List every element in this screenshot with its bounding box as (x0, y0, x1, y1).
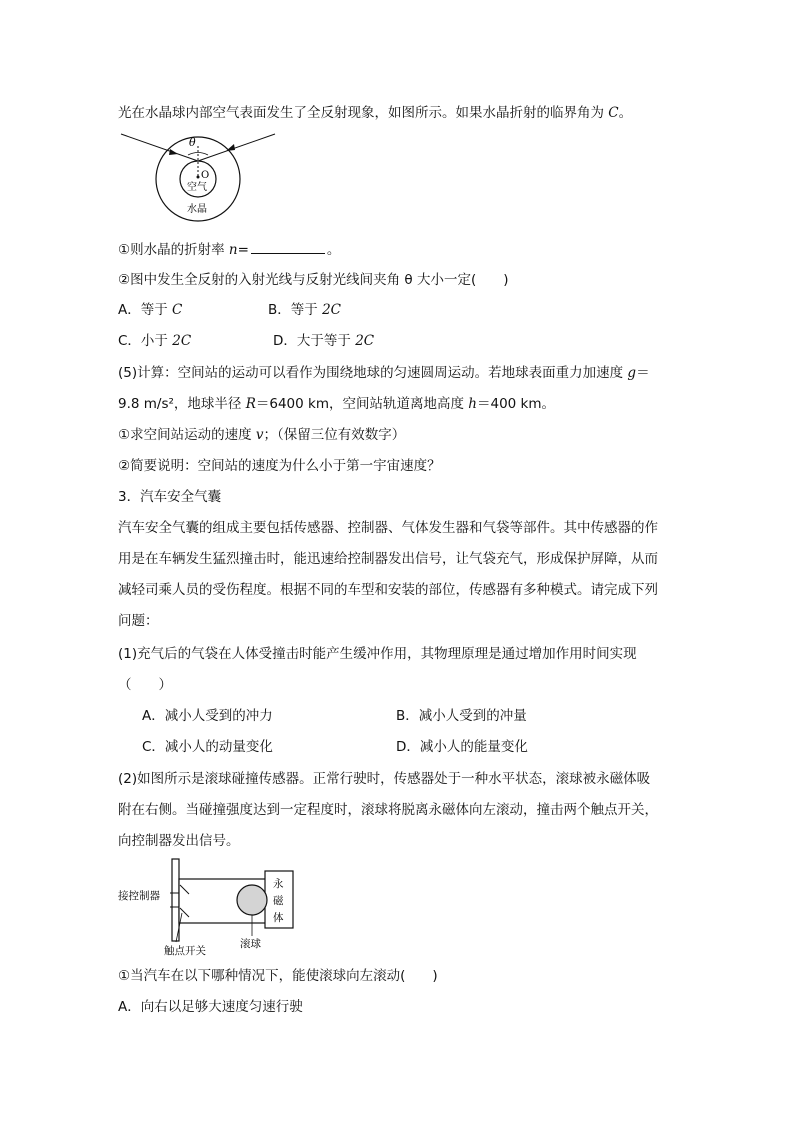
p5-R: R (245, 396, 256, 412)
s3q1-option-c[interactable]: C．减小人的动量变化 (142, 739, 273, 755)
intro-line (118, 104, 632, 122)
magnet-label-2: 磁 (273, 895, 284, 907)
crystal-label: 水晶 (187, 204, 207, 215)
center-label: O (201, 170, 210, 181)
s3-para-line1: 汽车安全气囊的组成主要包括传感器、控制器、气体发生器和气袋等部件。其中传感器的作 (118, 520, 658, 536)
arrow-head-in (169, 149, 178, 155)
q51-line (118, 426, 405, 444)
q1-var: n (228, 242, 238, 258)
air-label: 空气 (187, 182, 207, 193)
p5-line2 (118, 395, 555, 413)
magnet-label-3: 体 (273, 912, 284, 924)
answer-blank[interactable] (251, 241, 325, 254)
q51-text-b: ；（保留三位有效数字） (263, 427, 406, 443)
s3-para-line3: 减轻司乘人员的受伤程度。根据不同的车型和安装的部位，传感器有多种模式。请完成下列 (118, 582, 658, 598)
crystal-ball-figure (118, 124, 278, 234)
option-a-label: A．等于 (118, 302, 168, 318)
section3-title: 3．汽车安全气囊 (118, 489, 222, 505)
p5-text2c: ＝400 km。 (477, 396, 556, 412)
option-d[interactable] (273, 332, 374, 350)
controller-label: 接控制器 (118, 890, 160, 902)
s3q1-option-d[interactable]: D．减小人的能量变化 (396, 739, 528, 755)
option-b-value: 2C (322, 302, 341, 318)
intro-var: C (608, 105, 619, 121)
option-b-label: B．等于 (268, 302, 318, 318)
q1-line (118, 241, 340, 259)
p5-h: h (468, 396, 477, 412)
option-d-label: D．大于等于 (273, 333, 351, 349)
s3q2-line1: (2)如图所示是滚球碰撞传感器。正常行驶时，传感器处于一种水平状态，滚球被永磁体吸 (118, 771, 651, 787)
option-d-value: 2C (355, 333, 375, 349)
magnet-label-1: 永 (273, 878, 284, 890)
intro-text: 光在水晶球内部空气表面发生了全反射现象，如图所示。如果水晶折射的临界角为 (118, 105, 604, 121)
theta-label: θ (189, 136, 196, 149)
q1-prefix: ①则水晶的折射率 (118, 242, 225, 258)
left-plate (172, 859, 179, 941)
arrow-head-out (226, 144, 235, 151)
option-a[interactable] (118, 301, 182, 319)
s3-para-line2: 用是在车辆发生猛烈撞击时，能迅速给控制器发出信号，让气袋充气，形成保护屏障，从而 (118, 551, 658, 567)
p5-text1: (5)计算：空间站的运动可以看作为围绕地球的匀速圆周运动。若地球表面重力加速度 (118, 365, 624, 381)
s3-para-line4: 问题： (118, 613, 159, 629)
switch-label: 触点开关 (164, 945, 206, 957)
q51-text-a: ①求空间站运动的速度 (118, 427, 252, 443)
s3q2-option-a[interactable]: A．向右以足够大速度匀速行驶 (118, 999, 303, 1015)
q1-end: 。 (326, 242, 341, 258)
option-c[interactable] (118, 332, 191, 350)
rolling-ball (237, 885, 267, 915)
s3q2-line2: 附在右侧。当碰撞强度达到一定程度时，滚球将脱离永磁体向左滚动，撞击两个触点开关， (118, 802, 658, 818)
s3q1-option-b[interactable]: B．减小人受到的冲量 (396, 708, 527, 724)
rolling-ball-sensor-figure (118, 856, 318, 960)
option-c-value: 2C (172, 333, 192, 349)
option-b[interactable] (268, 301, 341, 319)
p5-text2b: ＝6400 km，空间站轨道离地高度 (255, 396, 464, 412)
s3q1-paren: （ ） (118, 677, 172, 693)
intro-end: 。 (618, 105, 633, 121)
q1-eq: = (237, 242, 249, 258)
s3q2-sub1: ①当汽车在以下哪种情况下，能使滚球向左滚动( ) (118, 968, 438, 984)
q2-line: ②图中发生全反射的入射光线与反射光线间夹角 θ 大小一定( ) (118, 272, 509, 288)
center-dot (197, 176, 200, 179)
option-a-value: C (172, 302, 183, 318)
p5-g: g (627, 365, 637, 381)
q51-v: v (255, 427, 264, 443)
p5-text2a: 9.8 m/s²，地球半径 (118, 396, 242, 412)
q52-line: ②简要说明：空间站的速度为什么小于第一宇宙速度？ (118, 458, 441, 474)
ball-label: 滚球 (240, 938, 261, 950)
p5-line1 (118, 364, 650, 382)
s3q1-option-a[interactable]: A．减小人受到的冲力 (142, 708, 273, 724)
option-c-label: C．小于 (118, 333, 168, 349)
s3q2-line3: 向控制器发出信号。 (118, 833, 240, 849)
p5-eq: ＝ (636, 365, 650, 381)
s3q1-line: (1)充气后的气袋在人体受撞击时能产生缓冲作用，其物理原理是通过增加作用时间实现 (118, 646, 637, 662)
